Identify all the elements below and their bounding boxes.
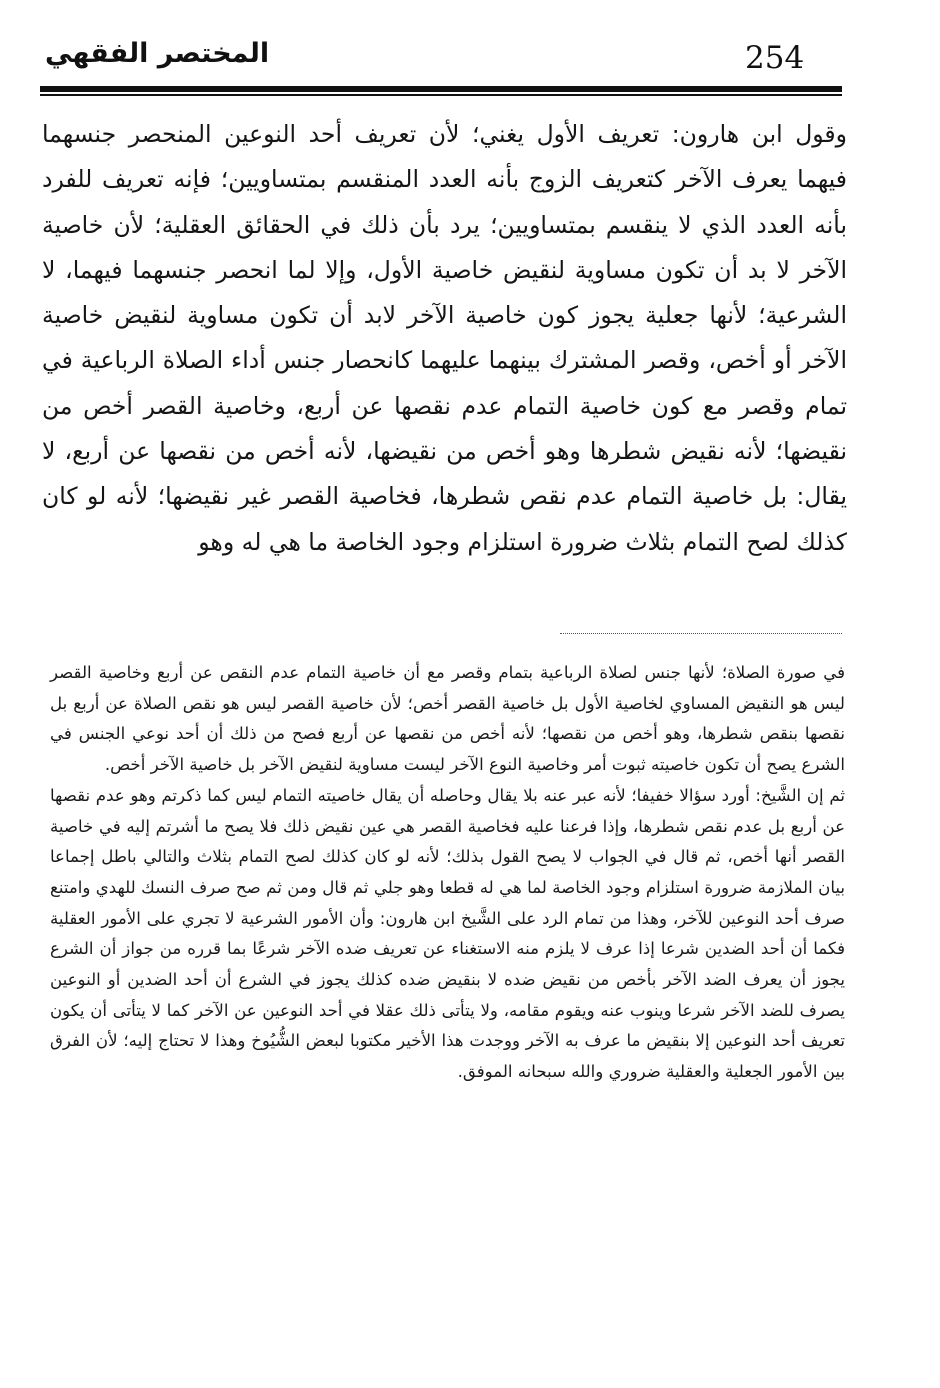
footnotes-block	[50, 658, 845, 1088]
header-rule-thin	[40, 94, 842, 96]
header-rule-thick	[40, 86, 842, 92]
footnote-paragraph-1: في صورة الصلاة؛ لأنها جنس لصلاة الرباعية بتمام وقصر مع أن خاصية التمام عدم النقص عن أربع وخاصية القصر ليس هو النقيض المساوي لخاصية الأول بل خاصية القصر أخص؛ لأن خاصية القصر ليس هو نقص الصلاة عن أربع بل نقصها بنقص شطرها، وهو أخص من نقصها؛ لأنه أخص من نقصها عن أربع فصح من ذلك أن أحد نوعي الجنس في الشرع يصح أن تكون خاصيته ثبوت أمر وخاصية النوع الآخر ليست مساوية لنقيض الآخر بل خاصية الآخر أخص.	[50, 663, 845, 775]
footnote-separator	[560, 633, 842, 634]
main-paragraph: وقول ابن هارون: تعريف الأول يغني؛ لأن تعريف أحد النوعين المنحصر جنسهما فيهما يعرف الآخر كتعريف الزوج بأنه العدد المنقسم بمتساويين؛ فإنه تعريف للفرد بأنه العدد الذي لا ينقسم بمتساويين؛ يرد بأن ذلك في الحقائق العقلية؛ لأن خاصية الآخر لا بد أن تكون مساوية لنقيض خاصية الأول، وإلا لما انحصر جنسهما فيهما، لا الشرعية؛ لأنها جعلية يجوز كون خاصية الآخر لابد أن تكون مساوية لنقيض خاصية الآخر أو أخص، وقصر المشترك بينهما عليهما كانحصار جنس أداء الصلاة الرباعية في تمام وقصر مع كون خاصية التمام عدم نقصها عن أربع، وخاصية القصر أخص من نقيضها؛ لأنه نقيض شطرها وهو أخص من نقيضها، لأنه أخص من نقصها عن أربع، لا يقال: بل خاصية التمام عدم نقص شطرها، فخاصية القصر غير نقيضها؛ لأنه لو كان كذلك لصح التمام بثلاث ضرورة استلزام وجود الخاصة ما هي له وهو	[42, 120, 847, 556]
main-text-block	[42, 112, 847, 565]
book-title: المختصر الفقهي	[45, 38, 270, 69]
footnote-paragraph-2: ثم إن الشَّيخ: أورد سؤالا خفيفا؛ لأنه عبر عنه بلا يقال وحاصله أن يقال خاصيته التمام ليس كما ذكرتم وهو عدم نقصها عن أربع بل عدم نقص شطرها، وإذا فرعنا عليه فخاصية القصر هي عين نقيض ذلك فلا يصح ما أشرتم إليه في خاصية القصر أنها أخص، ثم قال في الجواب لا يصح القول بذلك؛ لأنه لو كان كذلك لصح التمام بثلاث والتالي باطل إجماعا بيان الملازمة ضرورة استلزام وجود الخاصة لما هي له قطعا وهو جلي ثم قال ومن ثم صح صرف النسك للهدي وامتنع صرف أحد النوعين للآخر، وهذا من تمام الرد على الشَّيخ ابن هارون: وأن الأمور الشرعية لا تجري على الأمور العقلية فكما أن أحد الضدين شرعا إذا عرف لا يلزم منه الاستغناء عن تعريف ضده الآخر شرعًا بما قرره من جواز أن الشرع يجوز أن يعرف الضد الآخر بأخص من نقيض ضده لا بنقيض ضده كذلك يجوز في الشرع أن أحد الضدين أو النوعين يصرف للضد الآخر شرعا وينوب عنه ويقوم مقامه، ولا يتأتى ذلك عقلا في أحد النوعين عن الآخر كما لا يتأتى أن يكون تعريف أحد النوعين إلا بنقيض ما عرف به الآخر ووجدت هذا الأخير مكتوبا لبعض الشُّيُوخ وهذا لا تحتاج إليه؛ لأن الفرق بين الأمور الجعلية والعقلية ضروري والله سبحانه الموفق.	[50, 785, 845, 1082]
page-number: 254	[745, 40, 805, 76]
